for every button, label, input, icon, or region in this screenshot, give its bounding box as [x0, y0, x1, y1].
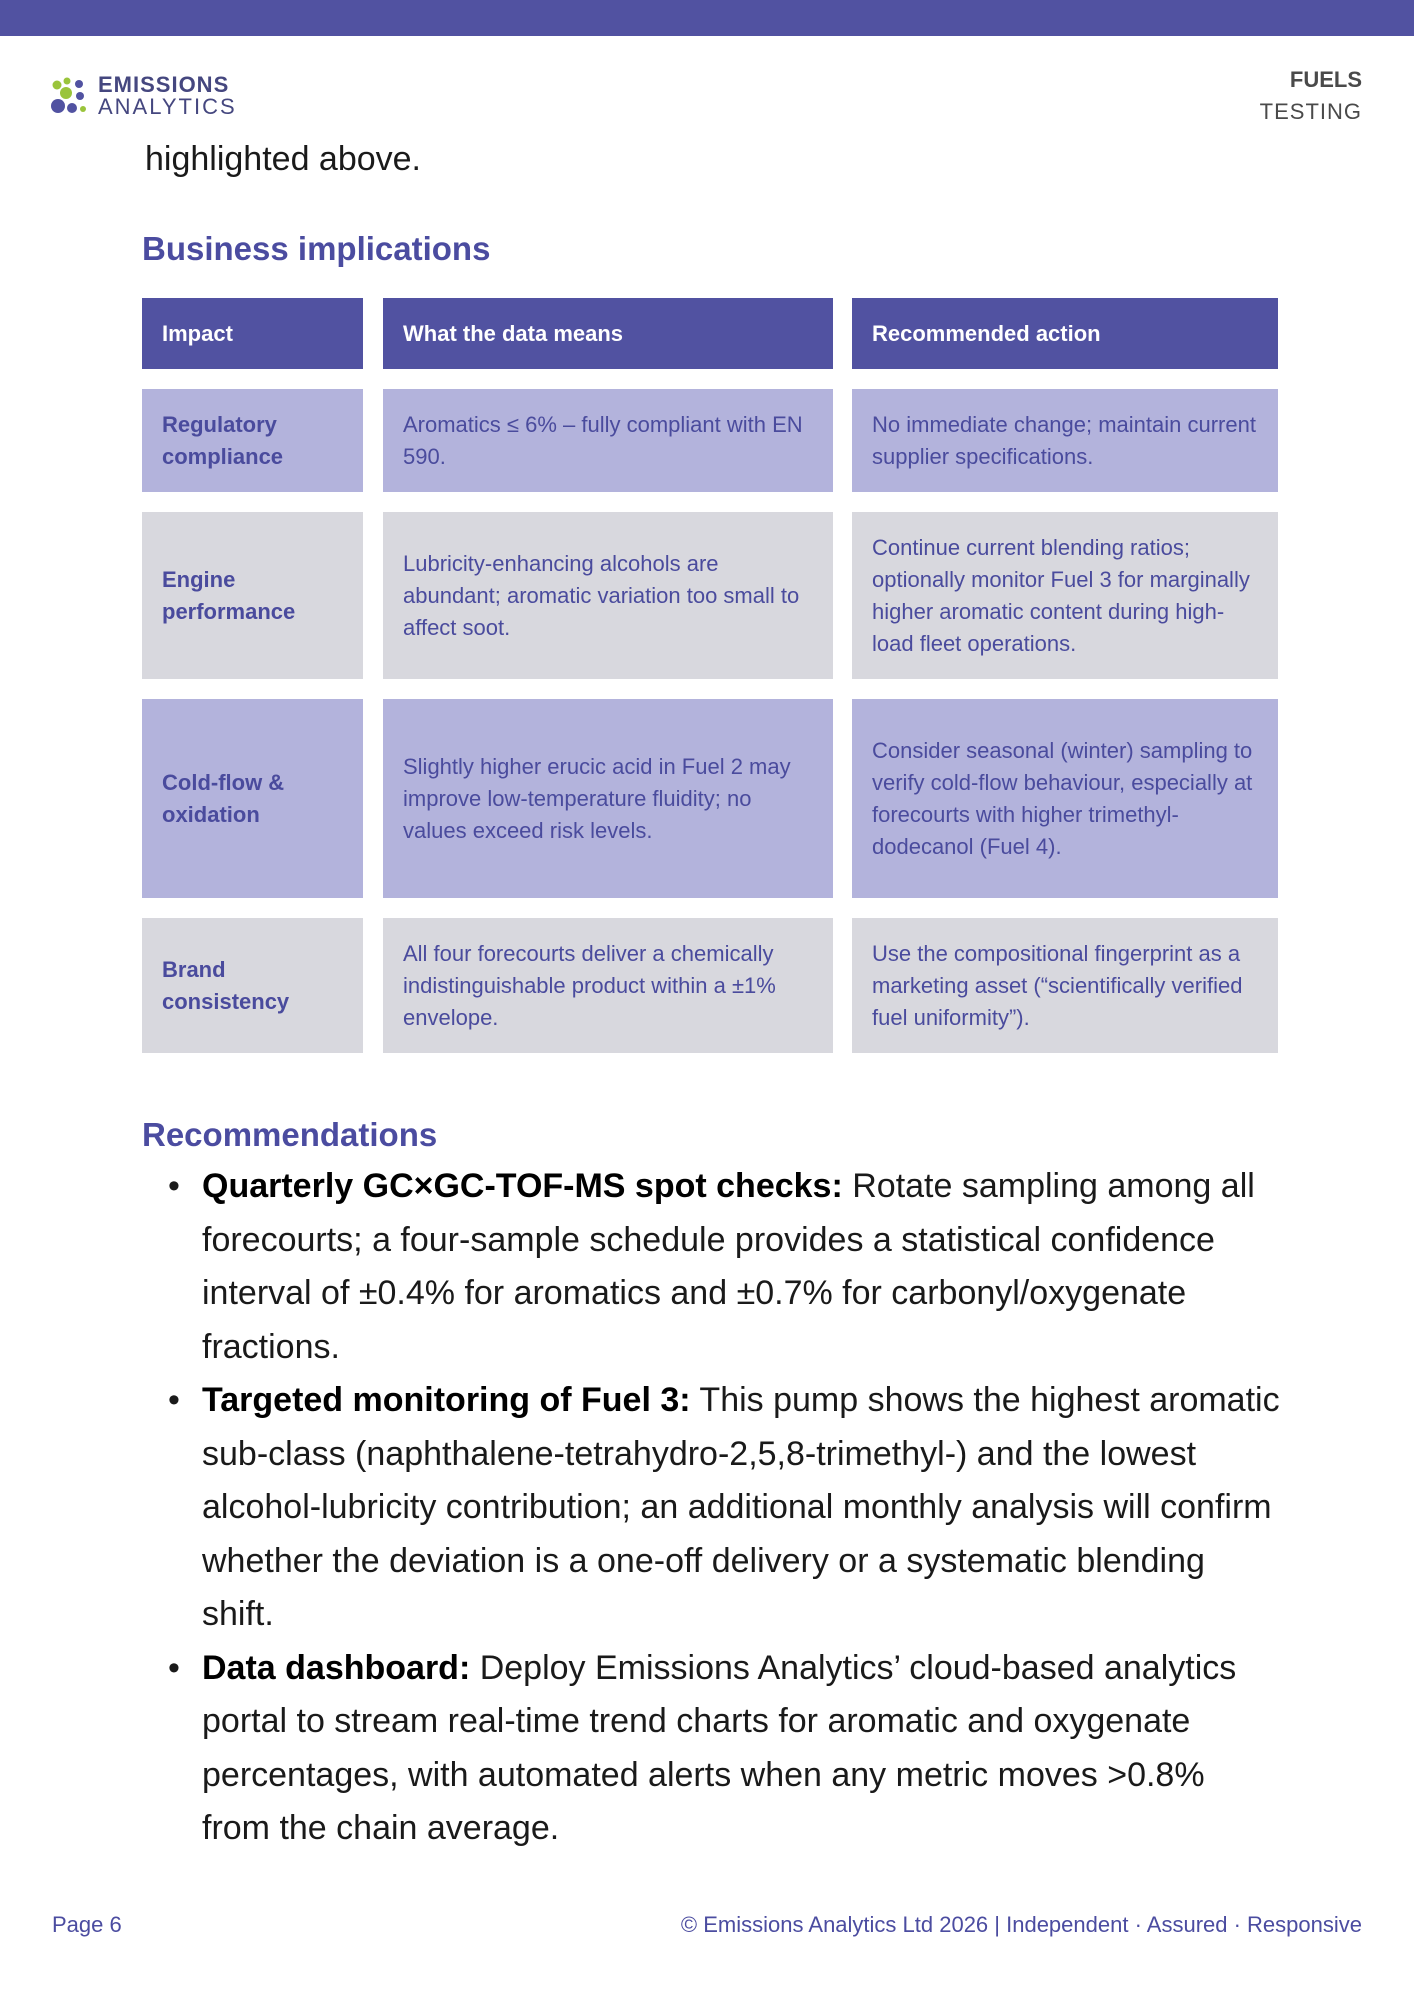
- impact-cell: Brand consistency: [142, 918, 363, 1053]
- bullet-icon: •: [168, 1167, 180, 1205]
- brand-logo: [50, 72, 250, 122]
- molecule-dots-icon: [50, 76, 92, 118]
- bullet-icon: •: [168, 1648, 180, 1687]
- business-implications-heading: Business implications: [142, 230, 491, 267]
- category-line1: FUELS: [1289, 67, 1362, 92]
- table-row: [142, 918, 1277, 1053]
- column-header-meaning: What the data means: [383, 298, 833, 369]
- table-row: [142, 512, 1277, 679]
- table-row: [142, 699, 1277, 898]
- top-accent-bar: [0, 0, 1414, 36]
- previous-paragraph-tail: highlighted above.: [145, 140, 422, 178]
- impact-cell: Cold-flow & oxidation: [142, 699, 363, 898]
- action-cell: Consider seasonal (winter) sampling to verify cold-flow behaviour, especially at forecourts with higher trimethyl-dodecanol (Fuel 4).: [852, 699, 1278, 898]
- recommendation-text: Rotate sampling among all forecourts; a four-sample schedule provides a statistical confidence interval of ±0.4% for aromatics and ±0.7% for carbonyl/oxygenate fractions.: [202, 1167, 1255, 1366]
- recommendation-lead: Quarterly GC×GC-TOF-MS spot checks:: [202, 1167, 843, 1205]
- action-cell: Continue current blending ratios; optionally monitor Fuel 3 for marginally higher aromatic content during high-load fleet operations.: [852, 512, 1278, 679]
- action-cell: No immediate change; maintain current supplier specifications.: [852, 389, 1278, 492]
- table-header-row: [142, 298, 1277, 369]
- impact-cell: Engine performance: [142, 512, 363, 679]
- recommendations-heading: Recommendations: [142, 1116, 438, 1153]
- logo-wordmark-line2: ANALYTICS: [98, 94, 237, 119]
- list-item: [160, 1160, 1280, 1374]
- list-item: [160, 1642, 1280, 1856]
- list-item: [160, 1374, 1280, 1642]
- recommendation-text: Deploy Emissions Analytics’ cloud-based analytics portal to stream real-time trend charts for aromatic and oxygenate percentages, with automated alerts when any metric moves >0.8% from the chain average.: [202, 1648, 1237, 1847]
- meaning-cell: Slightly higher erucic acid in Fuel 2 may improve low-temperature fluidity; no values exceed risk levels.: [383, 699, 833, 898]
- category-line2: TESTING: [1259, 99, 1362, 124]
- meaning-cell: Lubricity-enhancing alcohols are abundant; aromatic variation too small to affect soot.: [383, 512, 833, 679]
- page-number: Page 6: [52, 1912, 122, 1937]
- column-header-impact: Impact: [142, 298, 363, 369]
- footer-copyright: © Emissions Analytics Ltd 2026 | Independent · Assured · Responsive: [680, 1912, 1362, 1937]
- column-header-action: Recommended action: [852, 298, 1278, 369]
- document-category: [1260, 64, 1362, 128]
- action-cell: Use the compositional fingerprint as a marketing asset (“scientifically verified fuel uniformity”).: [852, 918, 1278, 1053]
- meaning-cell: All four forecourts deliver a chemically indistinguishable product within a ±1% envelope.: [383, 918, 833, 1053]
- recommendations-list: [160, 1160, 1280, 1856]
- logo-wordmark-line1: EMISSIONS: [98, 72, 230, 97]
- meaning-cell: Aromatics ≤ 6% – fully compliant with EN 590.: [383, 389, 833, 492]
- recommendation-lead: Targeted monitoring of Fuel 3:: [202, 1381, 691, 1419]
- table-row: [142, 389, 1277, 492]
- impact-cell: Regulatory compliance: [142, 389, 363, 492]
- bullet-icon: •: [168, 1381, 180, 1419]
- business-implications-table: [142, 298, 1277, 1053]
- recommendation-lead: Data dashboard:: [202, 1648, 471, 1687]
- recommendation-text: This pump shows the highest aromatic sub-class (naphthalene-tetrahydro-2,5,8-trimethyl-) and the lowest alcohol-lubricity contribution; an additional monthly analysis will confirm whether the deviation is a one-off delivery or a systematic blending shift.: [202, 1381, 1280, 1633]
